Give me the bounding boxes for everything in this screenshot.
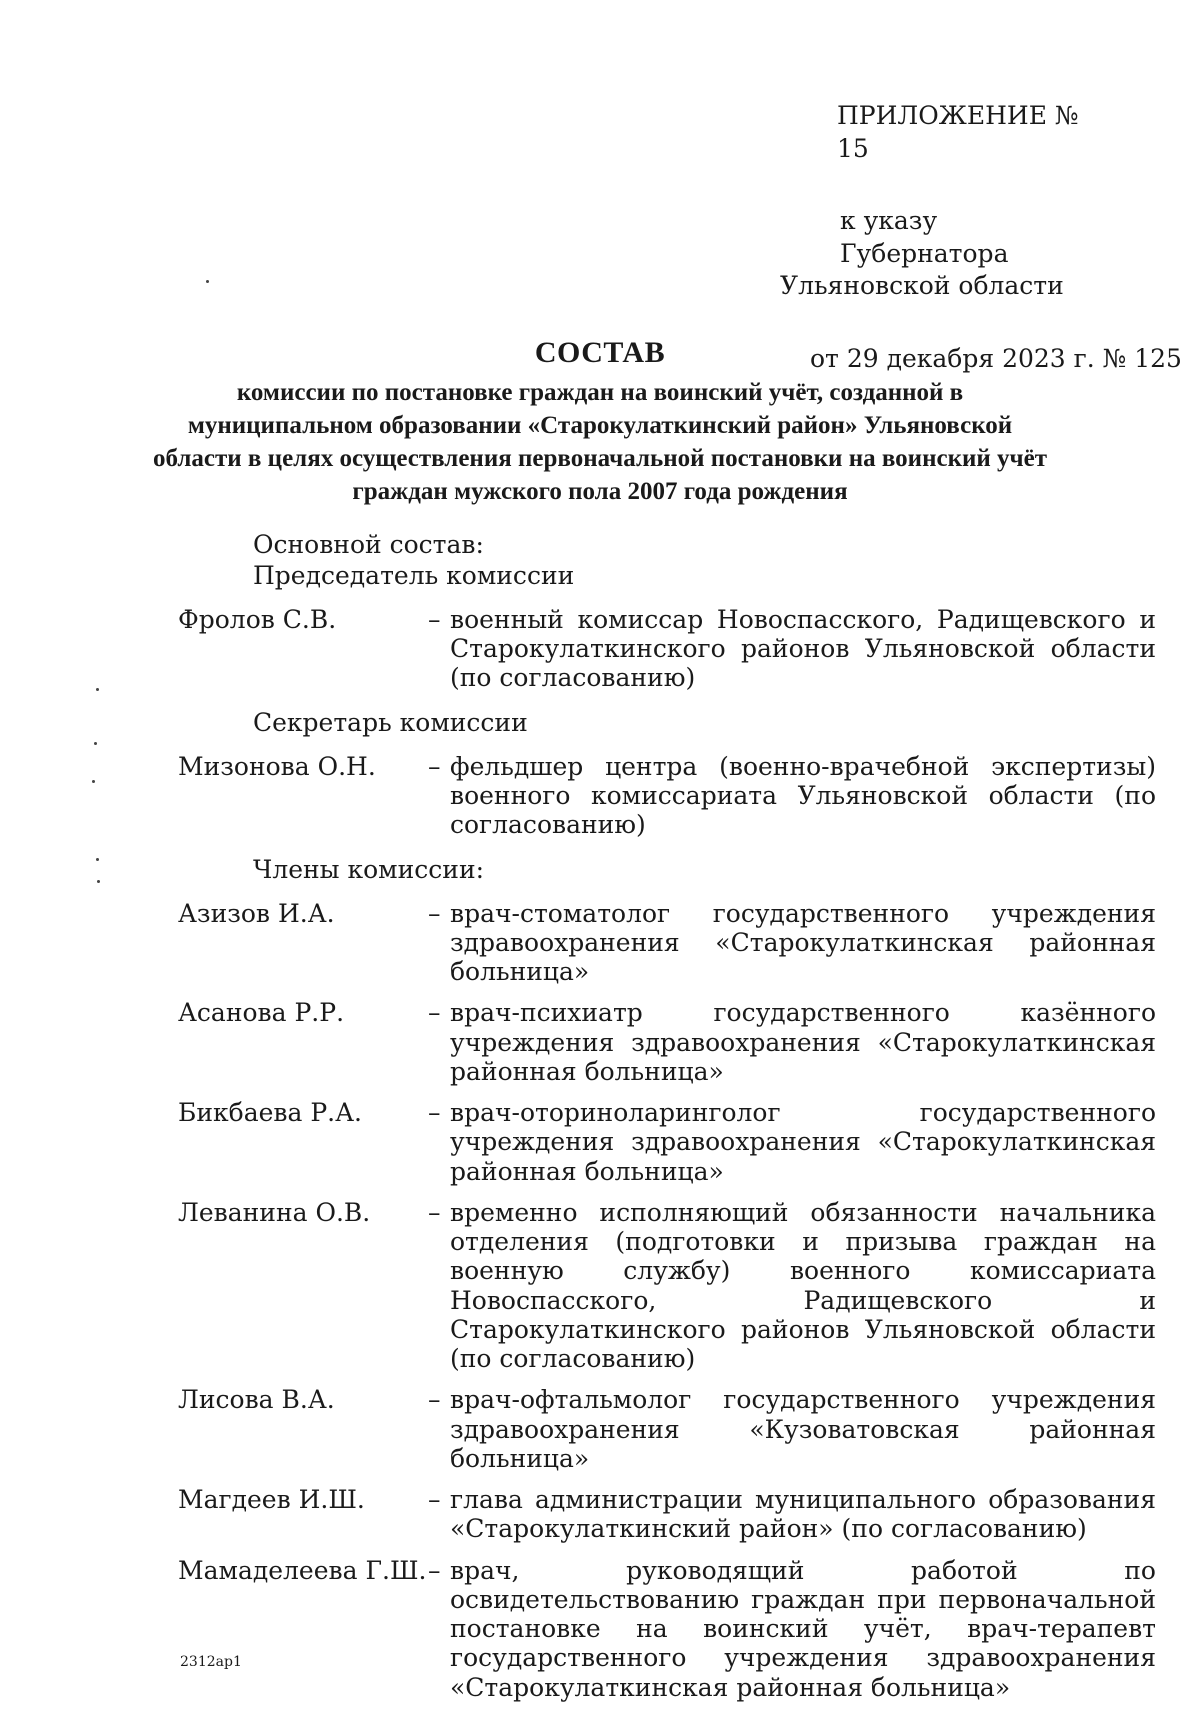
member-role: военный комиссар Новоспасского, Радищевского и Старокулаткинского районов Ульяновской области (по согласованию) <box>450 604 1156 692</box>
document-code: 2312ap1 <box>180 1654 242 1670</box>
member-role: врач, руководящий работой по освидетельствованию граждан при первоначальной постановке на воинский учёт, врач-терапевт государственного учреждения здравоохранения «Старокулаткинская районная больница» <box>450 1555 1156 1702</box>
member-role: глава администрации муниципального образования «Старокулаткинский район» (по согласованию) <box>450 1485 1156 1544</box>
scan-speck <box>96 858 99 861</box>
dash: – <box>428 1098 441 1127</box>
appendix-decree-line-1: к указу Губернатора <box>840 206 1009 268</box>
commission-roster <box>178 530 1156 1714</box>
scan-speck <box>97 880 100 883</box>
dash: – <box>428 1197 441 1227</box>
member-name: Асанова Р.Р. <box>178 998 345 1028</box>
dash: – <box>428 1485 441 1514</box>
member-role: врач-психиатр государственного казённого учреждения здравоохранения «Старокулаткинская районная больница» <box>450 998 1156 1086</box>
member-role: врач-стоматолог государственного учреждения здравоохранения «Старокулаткинская районная больница» <box>450 898 1156 986</box>
chairman-row <box>178 605 1156 693</box>
member-row <box>178 1098 1156 1186</box>
scan-speck <box>92 780 95 783</box>
member-name: Азизов И.А. <box>178 898 335 928</box>
document-title: СОСТАВ <box>534 336 666 369</box>
member-row <box>178 1556 1156 1702</box>
appendix-decree-line-2: Ульяновской области <box>780 271 1064 300</box>
scan-speck <box>96 688 99 691</box>
appendix-date: от 29 декабря 2023 г. № 125 <box>810 343 1182 373</box>
document-heading <box>150 336 1050 508</box>
dash: – <box>428 998 441 1028</box>
main-composition-label: Основной состав: <box>253 530 484 559</box>
member-name: Бикбаева Р.А. <box>178 1098 362 1127</box>
dash: – <box>428 898 441 928</box>
member-name: Фролов С.В. <box>178 604 337 634</box>
chairman-label: Председатель комиссии <box>253 561 575 591</box>
scan-speck <box>94 742 97 745</box>
member-name: Леванина О.В. <box>178 1197 371 1227</box>
dash: – <box>428 1385 441 1415</box>
appendix-number: ПРИЛОЖЕНИЕ № 15 <box>837 101 1079 163</box>
dash: – <box>428 751 441 781</box>
member-row <box>178 1485 1156 1544</box>
dash: – <box>428 1555 441 1585</box>
member-row <box>178 1385 1156 1473</box>
dash: – <box>428 604 441 634</box>
appendix-header <box>780 100 1182 375</box>
member-name: Лисова В.А. <box>178 1385 335 1415</box>
scan-speck <box>206 280 209 283</box>
member-role: врач-оториноларинголог государственного учреждения здравоохранения «Старокулаткинская районная больница» <box>450 1098 1156 1186</box>
member-row <box>178 1198 1156 1374</box>
member-role: врач-офтальмолог государственного учреждения здравоохранения «Кузоватовская районная больница» <box>450 1385 1156 1473</box>
member-role: временно исполняющий обязанности начальника отделения (подготовки и призыва граждан на военную службу) военного комиссариата Новоспасского, Радищевского и Старокулаткинского районов Ульяновской области (по согласованию) <box>450 1197 1156 1373</box>
secretary-label: Секретарь комиссии <box>253 708 528 738</box>
secretary-row <box>178 752 1156 840</box>
members-label: Члены комиссии: <box>253 855 485 885</box>
member-row <box>178 998 1156 1086</box>
member-name: Мамаделеева Г.Ш. <box>178 1555 427 1585</box>
document-subtitle: комиссии по постановке граждан на воинский учёт, созданной в муниципальном образовании «Старокулаткинский район» Ульяновской области в целях осуществления первоначальной постановки на воинский учёт граждан мужского пола 2007 года рождения <box>152 379 1048 505</box>
member-role: фельдшер центра (военно-врачебной экспертизы) военного комиссариата Ульяновской области (по согласованию) <box>450 751 1156 839</box>
member-name: Мизонова О.Н. <box>178 751 376 781</box>
member-name: Магдеев И.Ш. <box>178 1485 365 1514</box>
member-row <box>178 899 1156 987</box>
